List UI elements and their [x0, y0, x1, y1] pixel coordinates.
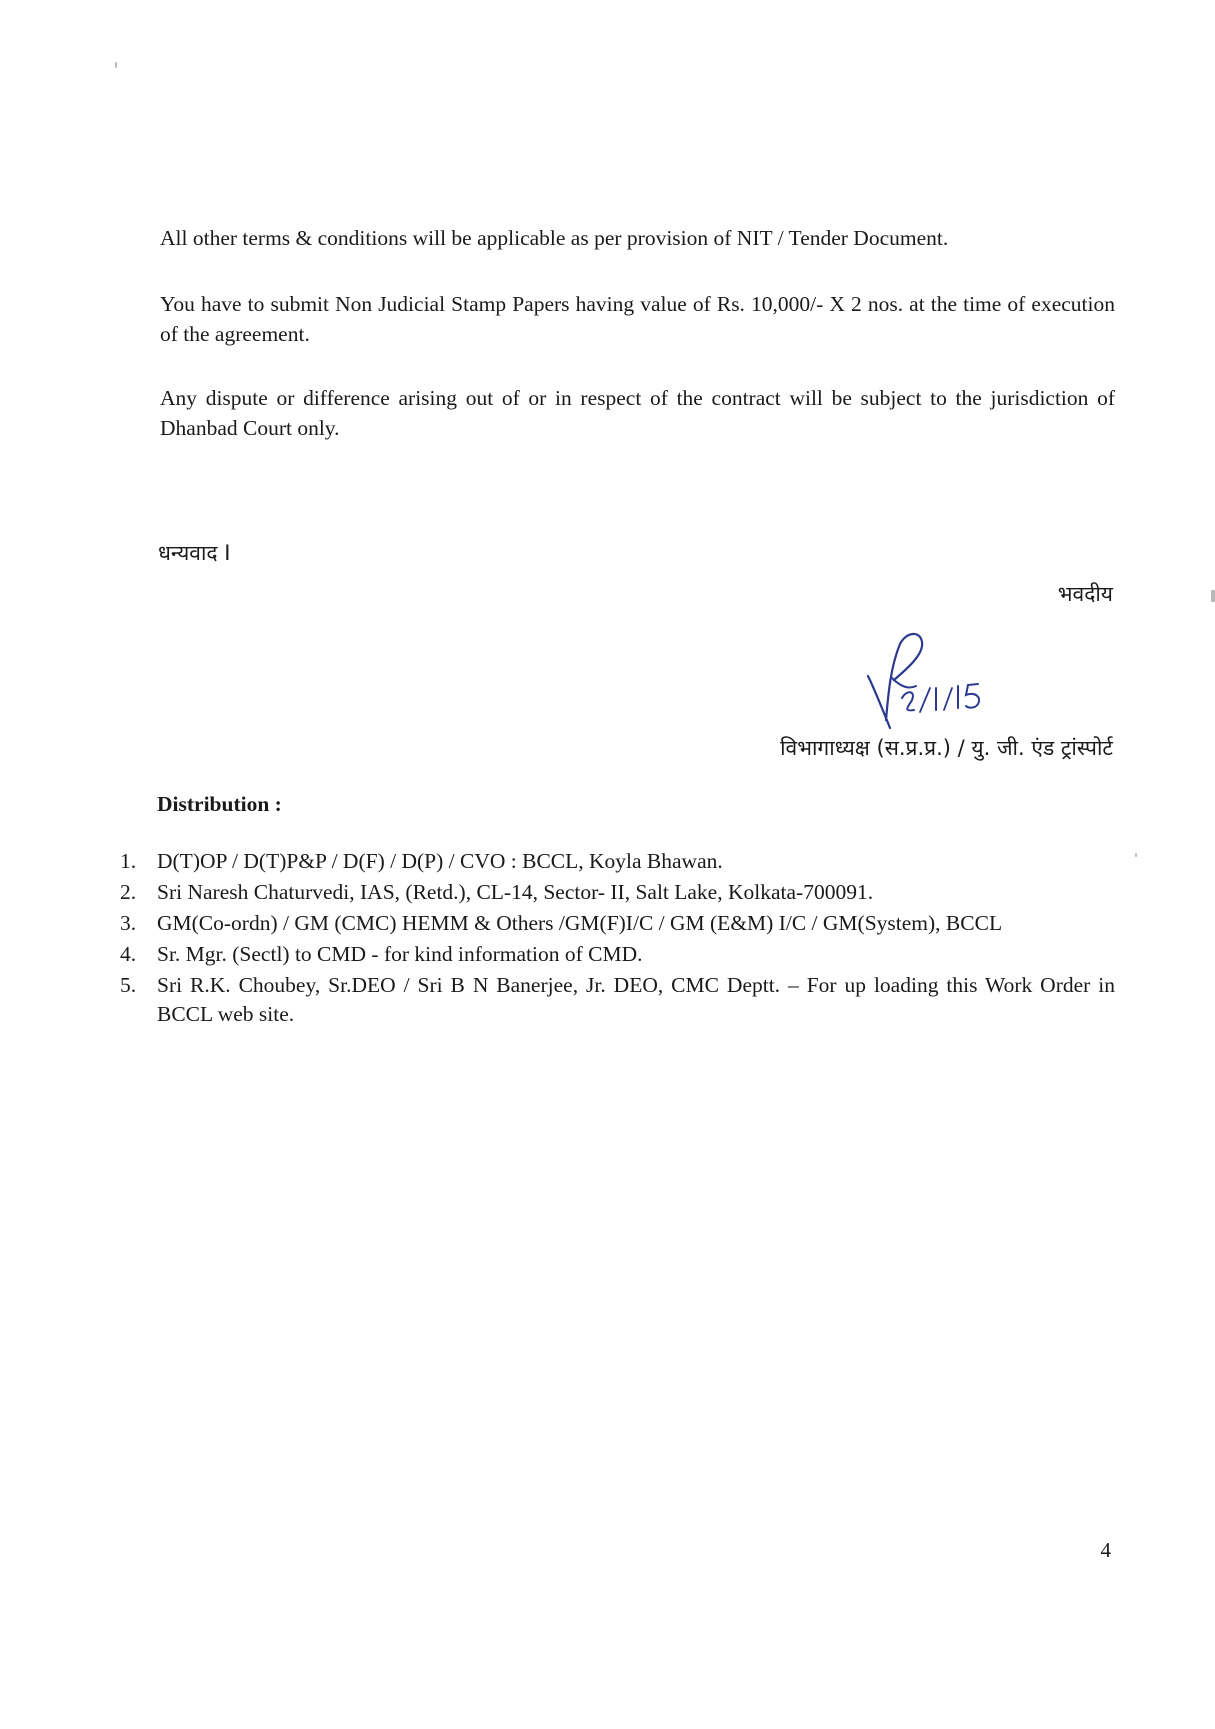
list-item-text: Sr. Mgr. (Sectl) to CMD - for kind information of CMD. [157, 942, 643, 966]
distribution-list [110, 847, 1115, 1031]
list-item [110, 878, 1115, 907]
list-item-text: D(T)OP / D(T)P&P / D(F) / D(P) / CVO : BCCL, Koyla Bhawan. [157, 849, 723, 873]
terms-paragraph: All other terms & conditions will be applicable as per provision of NIT / Tender Document. [160, 226, 949, 250]
yours-faithfully-line: भवदीय [1057, 582, 1113, 606]
scan-speck [1135, 853, 1137, 857]
thanks-line: धन्यवाद I [158, 541, 231, 565]
distribution-heading: Distribution : [157, 792, 282, 816]
list-item-number: 1. [120, 849, 137, 873]
scan-speck [1211, 590, 1215, 602]
stamp-paper-paragraph: You have to submit Non Judicial Stamp Papers having value of Rs. 10,000/- X 2 nos. at the time of execution of the agreement. [160, 292, 1115, 346]
scan-speck [115, 62, 117, 68]
list-item-number: 5. [120, 973, 137, 997]
list-item-number: 2. [120, 880, 137, 904]
list-item [110, 847, 1115, 876]
signatory-designation: विभागाध्यक्ष (स.प्र.प्र.) / यु. जी. एंड ट्रांस्पोर्ट [780, 736, 1113, 760]
list-item-text: Sri R.K. Choubey, Sr.DEO / Sri B N Banerjee, Jr. DEO, CMC Deptt. – For up loading this Work Order in BCCL web site. [157, 973, 1115, 1026]
list-item [110, 971, 1115, 1029]
list-item [110, 940, 1115, 969]
list-item-text: Sri Naresh Chaturvedi, IAS, (Retd.), CL-14, Sector- II, Salt Lake, Kolkata-700091. [157, 880, 874, 904]
page-number: 4 [1100, 1538, 1111, 1562]
list-item-number: 3. [120, 911, 137, 935]
list-item-text: GM(Co-ordn) / GM (CMC) HEMM & Others /GM(F)I/C / GM (E&M) I/C / GM(System), BCCL [157, 911, 1003, 935]
handwritten-signature [856, 628, 996, 738]
dispute-paragraph: Any dispute or difference arising out of or in respect of the contract will be subject to the jurisdiction of Dhanbad Court only. [160, 386, 1115, 440]
list-item-number: 4. [120, 942, 137, 966]
list-item [110, 909, 1115, 938]
